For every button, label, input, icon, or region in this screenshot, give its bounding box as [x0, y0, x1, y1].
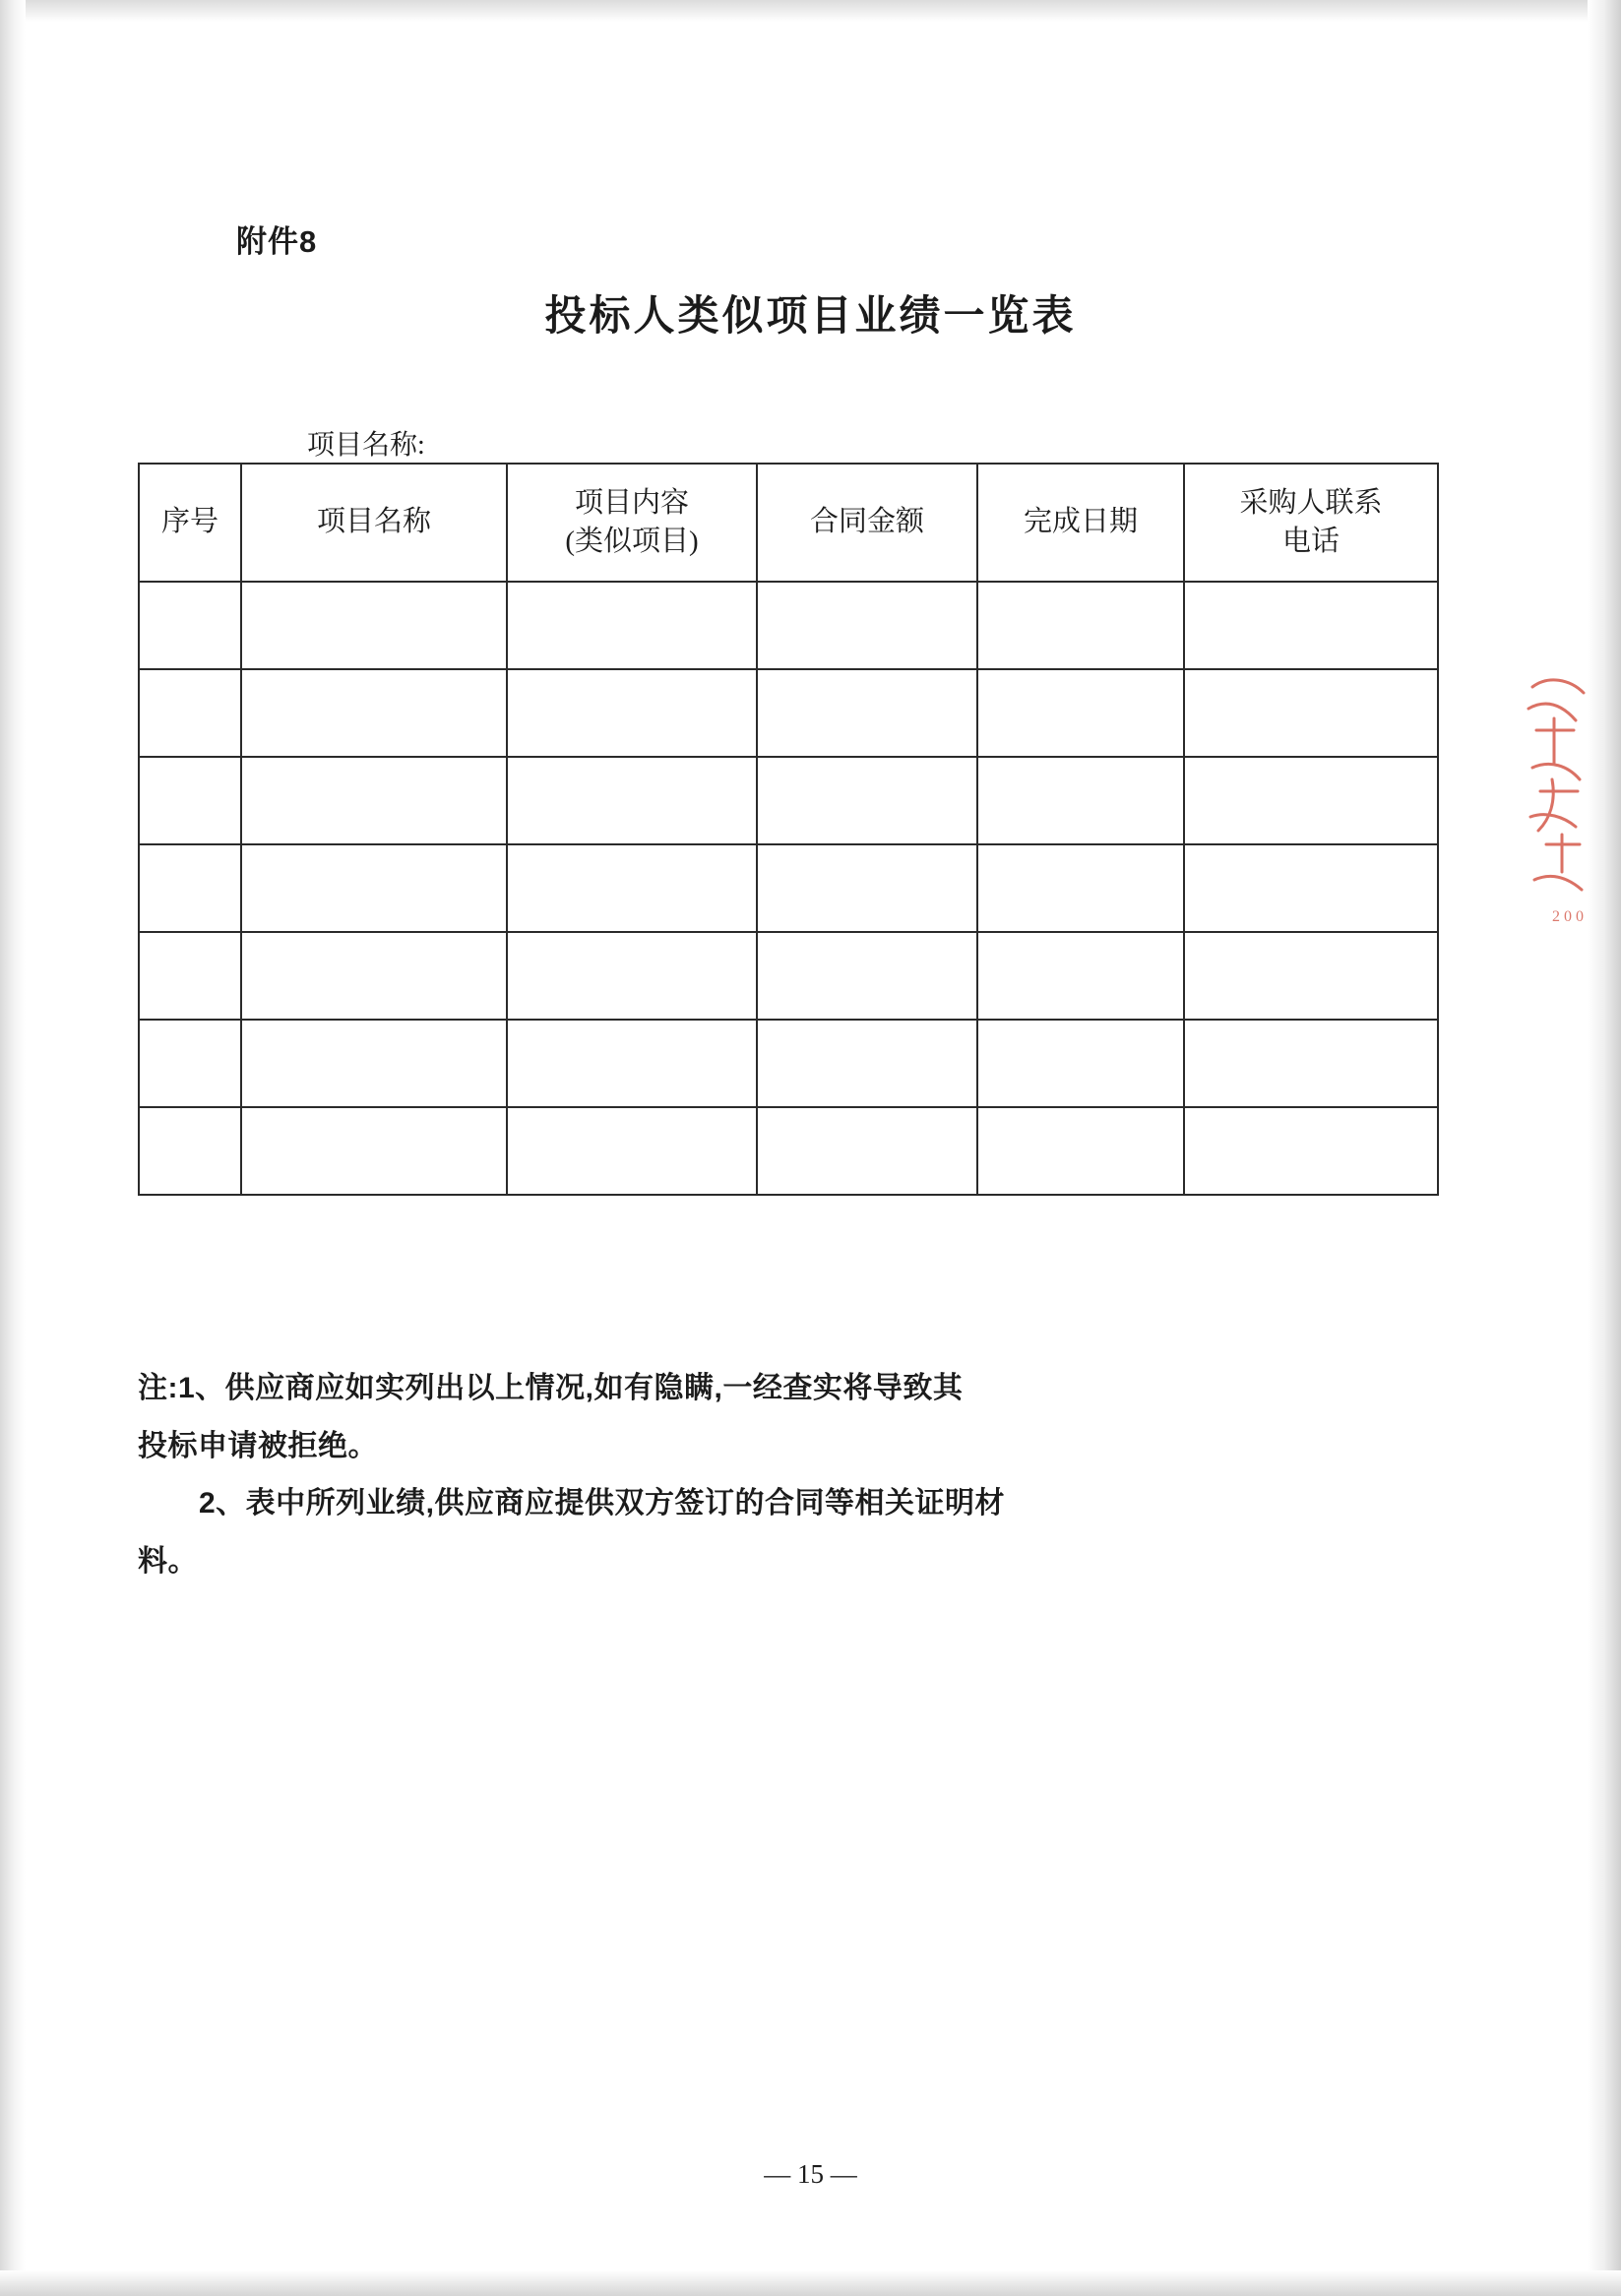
cell-seq[interactable]	[139, 932, 241, 1020]
svg-text:2 0 0: 2 0 0	[1552, 908, 1584, 925]
cell-seq[interactable]	[139, 1107, 241, 1195]
cell-contract-amount[interactable]	[757, 582, 977, 669]
page-title: 投标人类似项目业绩一览表	[544, 292, 1077, 339]
scan-edge-bottom	[0, 2270, 1621, 2296]
cell-project-content[interactable]	[507, 1020, 757, 1107]
cell-project-name[interactable]	[241, 932, 507, 1020]
cell-buyer-phone[interactable]	[1184, 669, 1438, 757]
cell-project-name[interactable]	[241, 669, 507, 757]
cell-project-name[interactable]	[241, 582, 507, 669]
cell-seq[interactable]	[139, 669, 241, 757]
cell-contract-amount[interactable]	[757, 844, 977, 932]
cell-contract-amount[interactable]	[757, 932, 977, 1020]
cell-contract-amount[interactable]	[757, 669, 977, 757]
cell-seq[interactable]	[139, 757, 241, 844]
note-line-4: 料。	[138, 1544, 198, 1578]
cell-project-name[interactable]	[241, 757, 507, 844]
table-row	[139, 1020, 1438, 1107]
cell-contract-amount[interactable]	[757, 757, 977, 844]
cell-project-content[interactable]	[507, 669, 757, 757]
column-header-seq	[139, 464, 241, 582]
cell-seq[interactable]	[139, 844, 241, 932]
red-seal-stamp-icon	[1523, 669, 1611, 955]
cell-buyer-phone[interactable]	[1184, 932, 1438, 1020]
column-header-contract-amount-text: 合同金额	[809, 506, 924, 538]
cell-completion-date[interactable]	[977, 932, 1184, 1020]
cell-completion-date[interactable]	[977, 757, 1184, 844]
performance-table	[138, 463, 1439, 1196]
table-row	[139, 582, 1438, 669]
cell-buyer-phone[interactable]	[1184, 1020, 1438, 1107]
scan-edge-top	[0, 0, 1621, 22]
cell-buyer-phone[interactable]	[1184, 582, 1438, 669]
table-header-row	[139, 464, 1438, 582]
cell-project-name[interactable]	[241, 1107, 507, 1195]
cell-project-content[interactable]	[507, 1107, 757, 1195]
column-header-completion-date	[977, 464, 1184, 582]
cell-contract-amount[interactable]	[757, 1107, 977, 1195]
column-header-buyer-phone-text: 采购人联系	[1239, 486, 1383, 519]
cell-project-name[interactable]	[241, 844, 507, 932]
column-header-seq-text: 序号	[160, 506, 218, 538]
project-name-label: 项目名称:	[307, 430, 425, 461]
column-header-project-name	[241, 464, 507, 582]
table-row	[139, 669, 1438, 757]
cell-completion-date[interactable]	[977, 669, 1184, 757]
table-body	[139, 582, 1438, 1195]
scan-edge-left	[0, 0, 26, 2296]
column-header-project-content-text: 项目内容	[574, 486, 689, 519]
table-row	[139, 844, 1438, 932]
page-number: — 15 —	[764, 2159, 857, 2189]
cell-project-content[interactable]	[507, 844, 757, 932]
cell-completion-date[interactable]	[977, 582, 1184, 669]
cell-completion-date[interactable]	[977, 844, 1184, 932]
attachment-label: 附件8	[236, 224, 318, 259]
scan-edge-right	[1588, 0, 1621, 2296]
cell-project-content[interactable]	[507, 932, 757, 1020]
cell-seq[interactable]	[139, 582, 241, 669]
cell-project-content[interactable]	[507, 582, 757, 669]
note-line-3: 2、表中所列业绩,供应商应提供双方签订的合同等相关证明材	[199, 1487, 1006, 1520]
note-line-1: 注:1、供应商应如实列出以上情况,如有隐瞒,一经查实将导致其	[138, 1372, 964, 1404]
cell-completion-date[interactable]	[977, 1107, 1184, 1195]
column-header-project-content	[507, 464, 757, 582]
table-row	[139, 932, 1438, 1020]
column-header-buyer-phone-subtext: 电话	[1281, 526, 1340, 557]
column-header-buyer-phone	[1184, 464, 1438, 582]
note-line-2: 投标申请被拒绝。	[138, 1429, 378, 1462]
notes-block	[138, 1363, 1378, 1593]
cell-buyer-phone[interactable]	[1184, 844, 1438, 932]
cell-project-content[interactable]	[507, 757, 757, 844]
cell-completion-date[interactable]	[977, 1020, 1184, 1107]
cell-contract-amount[interactable]	[757, 1020, 977, 1107]
cell-buyer-phone[interactable]	[1184, 1107, 1438, 1195]
column-header-project-name-text: 项目名称	[316, 506, 431, 538]
column-header-project-content-subtext: (类似项目)	[565, 526, 699, 557]
cell-project-name[interactable]	[241, 1020, 507, 1107]
table-row	[139, 1107, 1438, 1195]
cell-buyer-phone[interactable]	[1184, 757, 1438, 844]
column-header-completion-date-text: 完成日期	[1023, 506, 1138, 538]
column-header-contract-amount	[757, 464, 977, 582]
table-row	[139, 757, 1438, 844]
cell-seq[interactable]	[139, 1020, 241, 1107]
